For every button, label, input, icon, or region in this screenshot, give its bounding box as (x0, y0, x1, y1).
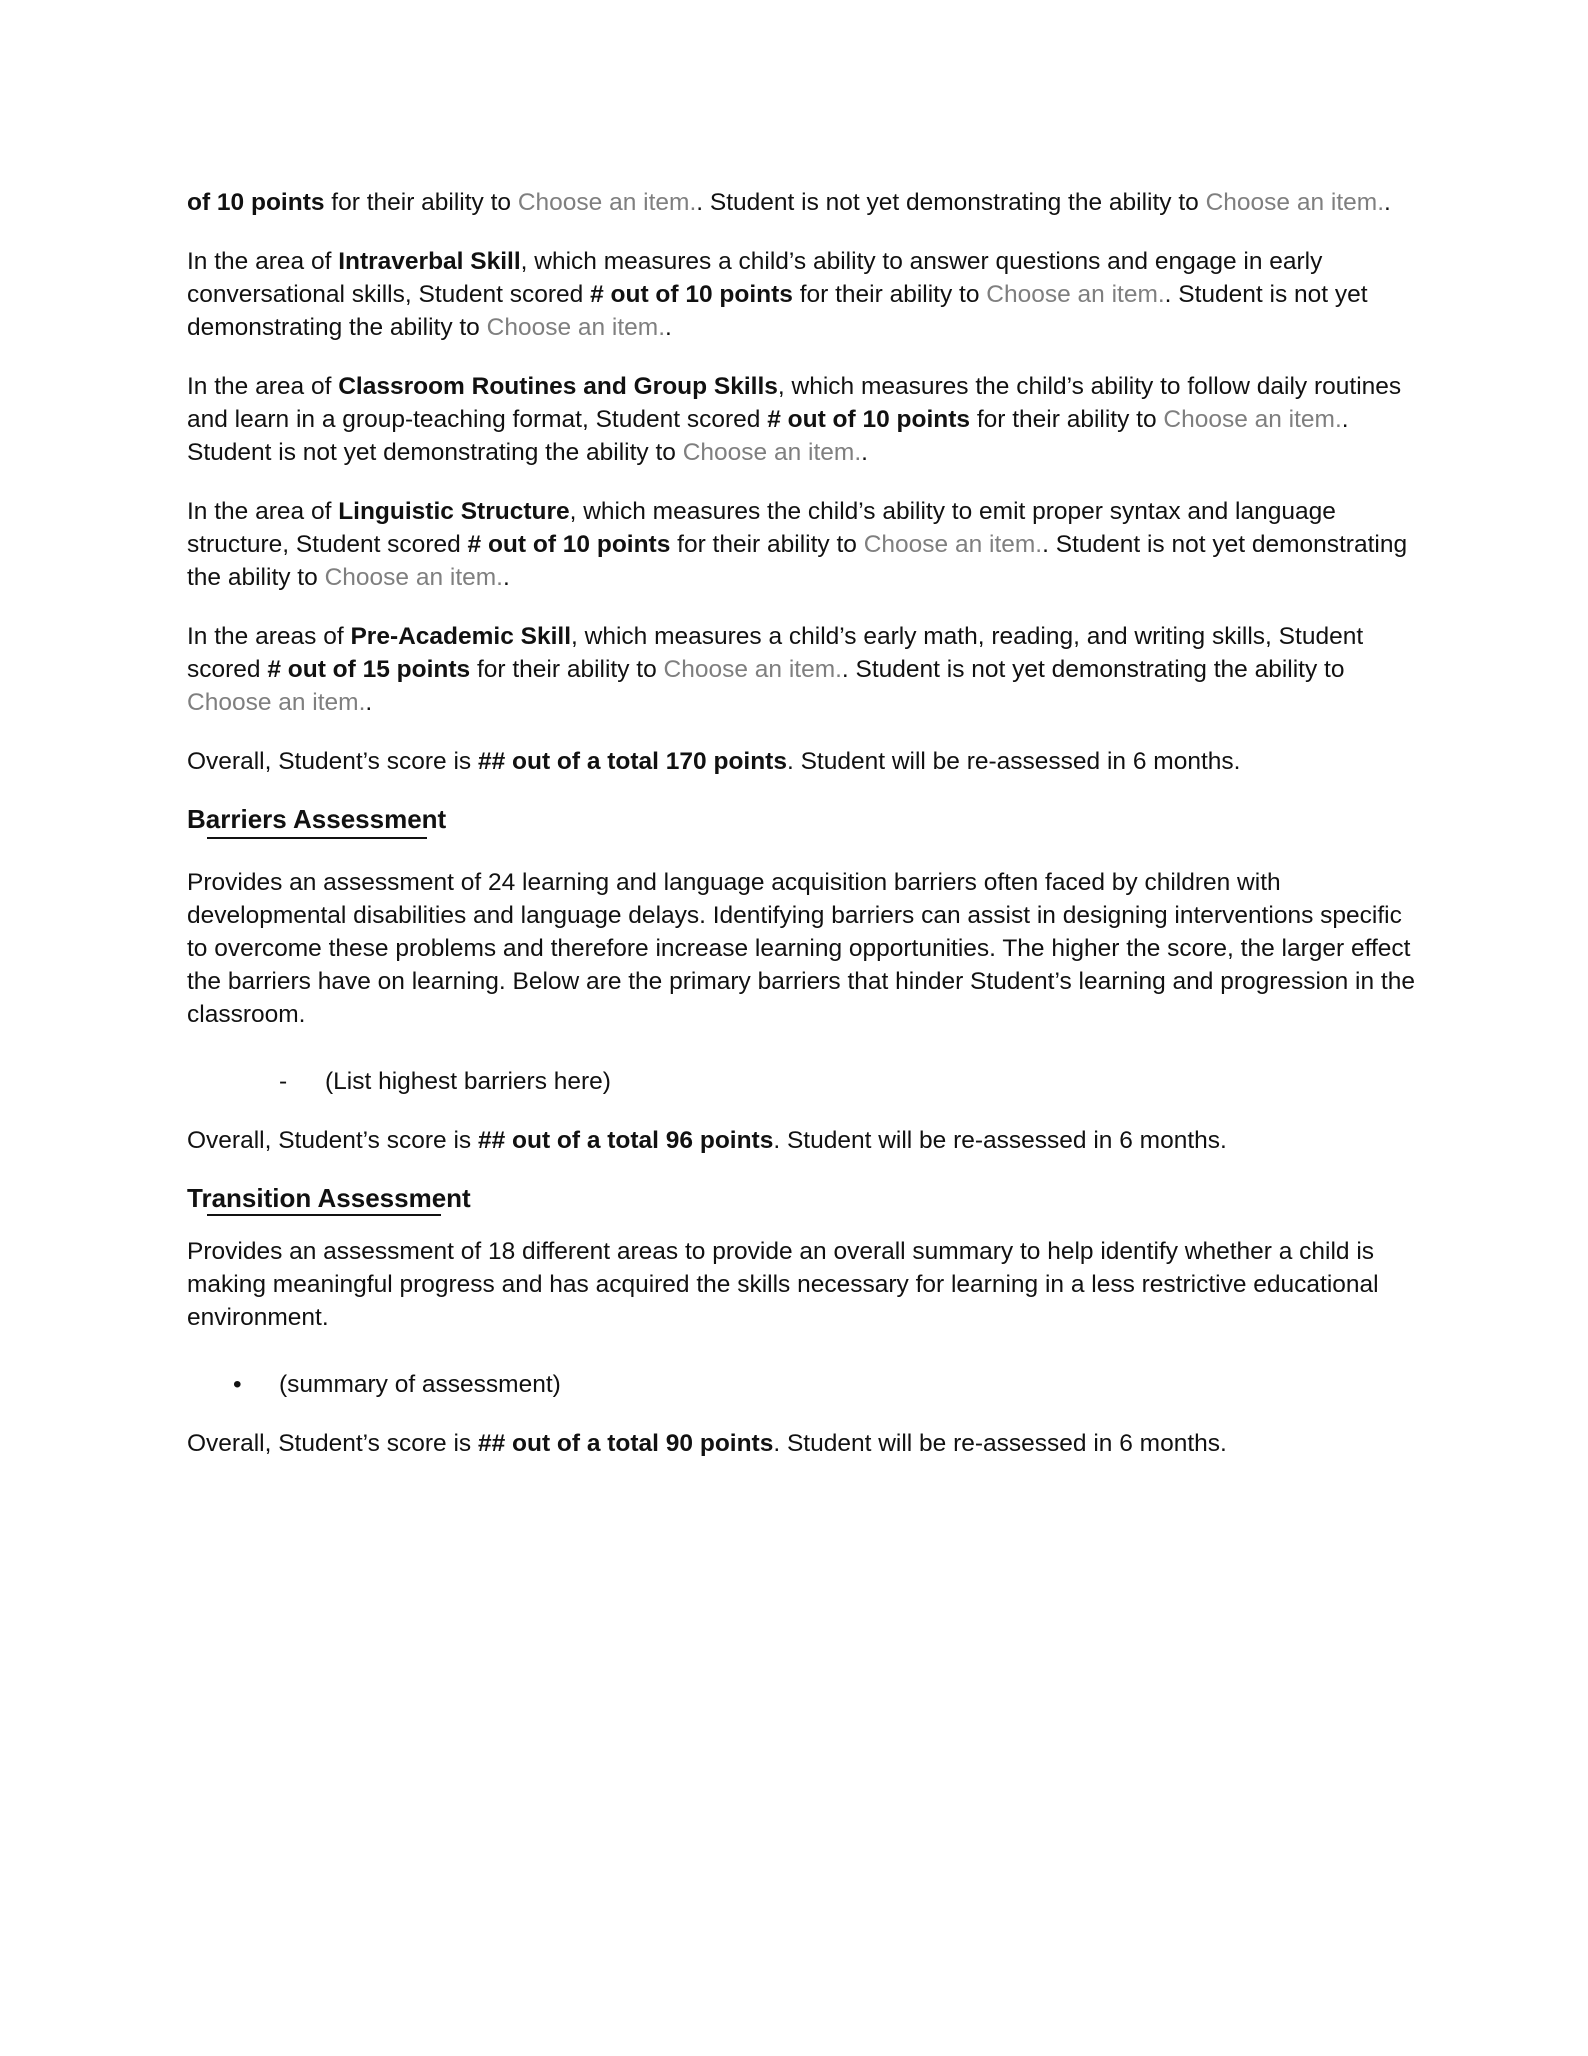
score-text: of 10 points (187, 189, 325, 216)
total-score: ## out of a total 90 points (477, 1430, 774, 1457)
choose-item-dropdown[interactable]: Choose an item. (1163, 406, 1342, 433)
area-name: Classroom Routines and Group Skills (338, 373, 778, 400)
barriers-description: Provides an assessment of 24 learning and language acquisition barriers often faced by children with developmental disabilities and language delays. Identifying barriers can assist in designing interventions specific to overcome these problems and therefore increase learning opportunities. The higher the score, the larger effect the barriers have on learning. Below are the primary barriers that hinder Student’s learning and progression in the classroom. (187, 869, 1415, 1028)
choose-item-dropdown[interactable]: Choose an item. (324, 564, 503, 591)
choose-item-dropdown[interactable]: Choose an item. (187, 689, 366, 716)
paragraph-continued: of 10 points for their ability to Choose an item.. Student is not yet demonstrating the ability to Choose an item.. (187, 189, 1391, 216)
choose-item-dropdown[interactable]: Choose an item. (663, 656, 842, 683)
paragraph-linguistic: In the area of Linguistic Structure, which measures the child’s ability to emit proper syntax and language structure, Student scored # out of 10 points for their ability to Choose an item.. Student is not yet demonstrating the ability to Choose an item.. (187, 498, 1408, 591)
area-name: Intraverbal Skill (338, 248, 521, 275)
barriers-heading: Barriers Assessment (187, 802, 446, 836)
paragraph-preacademic: In the areas of Pre-Academic Skill, which measures a child’s early math, reading, and writing skills, Student scored # out of 15 points for their ability to Choose an item.. Student is not yet demonstrating the ability to Choose an item.. (187, 623, 1364, 716)
heading-underline (207, 1214, 441, 1216)
list-item: - (List highest barriers here) (187, 1065, 1422, 1098)
choose-item-dropdown[interactable]: Choose an item. (682, 439, 862, 466)
choose-item-dropdown[interactable]: Choose an item. (486, 314, 666, 341)
transition-heading: Transition Assessment (187, 1181, 471, 1215)
score-text: # out of 10 points (590, 281, 793, 308)
paragraph-intraverbal: In the area of Intraverbal Skill, which measures a child’s ability to answer questions and engage in early conversational skills, Student scored # out of 10 points for their ability to Choose an item.. Student is not yet demonstrating the ability to Choose an item.. (187, 248, 1368, 341)
total-score: ## out of a total 96 points (477, 1127, 774, 1154)
choose-item-dropdown[interactable]: Choose an item. (1205, 189, 1385, 216)
heading-underline (207, 837, 427, 839)
paragraph-classroom: In the area of Classroom Routines and Group Skills, which measures the child’s ability to follow daily routines and learn in a group-teaching format, Student scored # out of 10 points for their ability to Choose an item.. Student is not yet demonstrating the ability to Choose an item.. (187, 373, 1402, 466)
choose-item-dropdown[interactable]: Choose an item. (517, 189, 697, 216)
total-score: ## out of a total 170 points (477, 748, 787, 775)
overall-score-vbmapp: Overall, Student’s score is ## out of a total 170 points. Student will be re-assessed in 6 months. (187, 748, 1241, 775)
score-text: # out of 10 points (767, 406, 971, 433)
transition-description: Provides an assessment of 18 different areas to provide an overall summary to help identify whether a child is making meaningful progress and has acquired the skills necessary for learning in a less restrictive educational environment. (187, 1238, 1379, 1331)
dash-marker: - (279, 1068, 288, 1095)
choose-item-dropdown[interactable]: Choose an item. (986, 281, 1165, 308)
list-item: • (summary of assessment) (187, 1368, 1422, 1401)
overall-score-transition: Overall, Student’s score is ## out of a total 90 points. Student will be re-assessed in 6 months. (187, 1430, 1227, 1457)
score-text: # out of 10 points (467, 531, 671, 558)
document-body (187, 186, 1422, 1486)
area-name: Linguistic Structure (338, 498, 570, 525)
score-text: # out of 15 points (267, 656, 471, 683)
choose-item-dropdown[interactable]: Choose an item. (863, 531, 1043, 558)
overall-score-barriers: Overall, Student’s score is ## out of a total 96 points. Student will be re-assessed in 6 months. (187, 1127, 1227, 1154)
area-name: Pre-Academic Skill (350, 623, 572, 650)
bullet-marker: • (233, 1371, 242, 1398)
